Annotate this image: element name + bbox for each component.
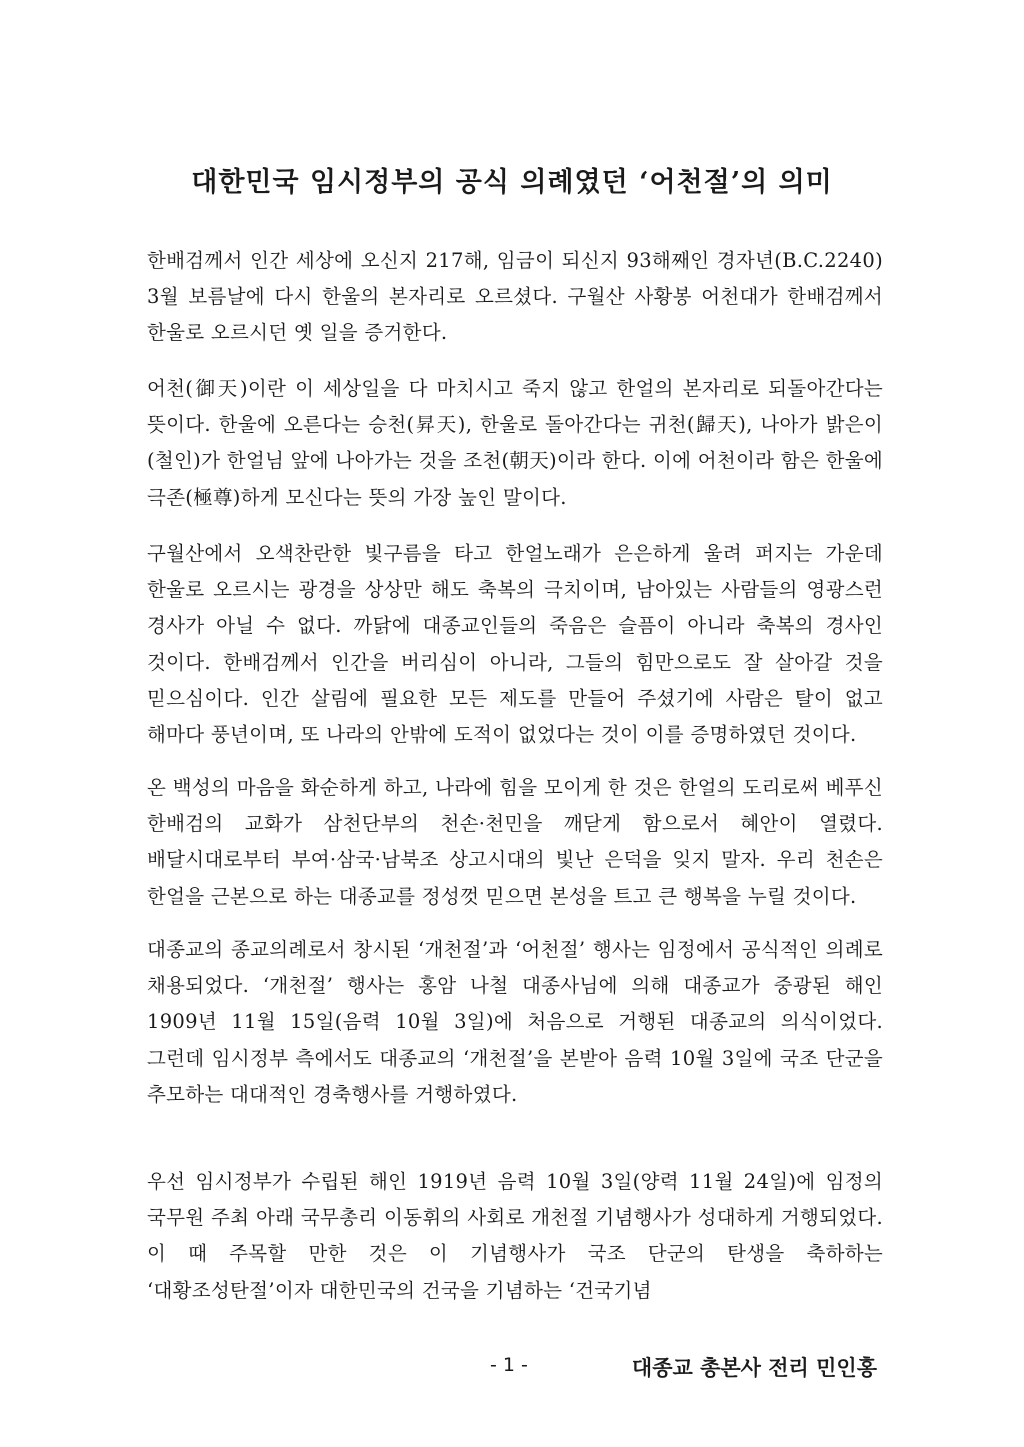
paragraph-6: 우선 임시정부가 수립된 해인 1919년 음력 10월 3일(양력 11월 24일)에 임정의 국무원 주최 아래 국무총리 이동휘의 사회로 개천절 기념행사가 성대하게 거행되었다. 이 때 주목할 만한 것은 이 기념행사가 국조 단군의 탄생을 축하하는 ‘대황조성탄절’이자 대한민국의 건국을 기념하는 ‘건국기념	[147, 1170, 883, 1302]
paragraph-3: 구월산에서 오색찬란한 빛구름을 타고 한얼노래가 은은하게 울려 퍼지는 가운데 한울로 오르시는 광경을 상상만 해도 축복의 극치이며, 남아있는 사람들의 영광스런 경사가 아닐 수 없다. 까닭에 대종교인들의 죽음은 슬픔이 아니라 축복의 경사인 것이다. 한배검께서 인간을 버리심이 아니라, 그들의 힘만으로도 잘 살아갈 것을 믿으심이다. 인간 살림에 필요한 모든 제도를 만들어 주셨기에 사람은 탈이 없고 해마다 풍년이며, 또 나라의 안밖에 도적이 없었다는 것이 이를 증명하였던 것이다.	[147, 542, 883, 747]
document-title: 대한민국 임시정부의 공식 의례였던 ‘어천절’의 의미	[191, 167, 833, 198]
paragraph-2: 어천(御天)이란 이 세상일을 다 마치시고 죽지 않고 한얼의 본자리로 되돌아간다는 뜻이다. 한울에 오른다는 승천(昇天), 한울로 돌아간다는 귀천(歸天), 나아가 밝은이(철인)가 한얼님 앞에 나아가는 것을 조천(朝天)이라 한다. 이에 어천이라 함은 한울에 극존(極尊)하게 모신다는 뜻의 가장 높인 말이다.	[147, 377, 883, 509]
paragraph-5: 대종교의 종교의례로서 창시된 ‘개천절’과 ‘어천절’ 행사는 임정에서 공식적인 의례로 채용되었다. ‘개천절’ 행사는 홍암 나철 대종사님에 의해 대종교가 중광된 해인 1909년 11월 15일(음력 10월 3일)에 처음으로 거행된 대종교의 의식이었다. 그런데 임시정부 측에서도 대종교의 ‘개천절’을 본받아 음력 10월 3일에 국조 단군을 추모하는 대대적인 경축행사를 거행하였다.	[147, 938, 883, 1106]
page-footer	[0, 1348, 1024, 1388]
paragraph-1: 한배검께서 인간 세상에 오신지 217해, 임금이 되신지 93해째인 경자년(B.C.2240) 3월 보름날에 다시 한울의 본자리로 오르셨다. 구월산 사황봉 어천대가 한배검께서 한울로 오르시던 옛 일을 증거한다.	[147, 249, 883, 345]
paragraph-4: 온 백성의 마음을 화순하게 하고, 나라에 힘을 모이게 한 것은 한얼의 도리로써 베푸신 한배검의 교화가 삼천단부의 천손·천민을 깨닫게 함으로서 혜안이 열렸다. 배달시대로부터 부여·삼국·남북조 상고시대의 빛난 은덕을 잊지 말자. 우리 천손은 한얼을 근본으로 하는 대종교를 정성껏 믿으면 본성을 트고 큰 행복을 누릴 것이다.	[147, 776, 883, 908]
author-credit: 대종교 총본사 전리 민인홍	[631, 1356, 877, 1380]
page-number: - 1 -	[490, 1354, 528, 1376]
